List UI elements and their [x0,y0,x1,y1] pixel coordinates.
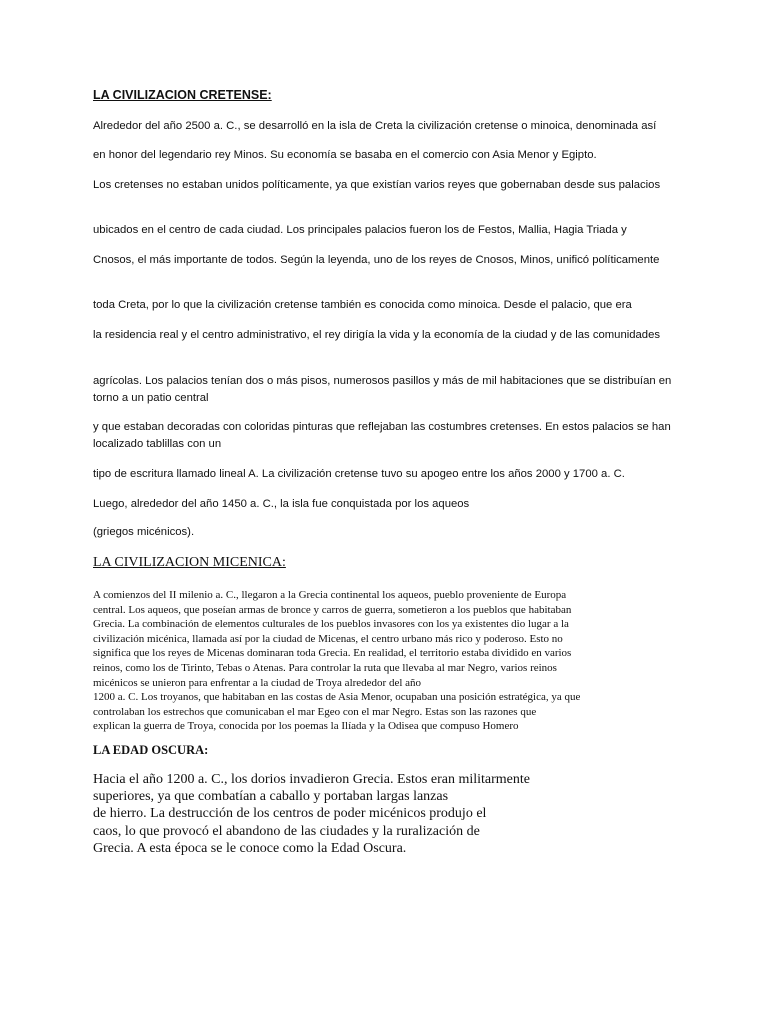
text-line: Grecia. La combinación de elementos culturales de los pueblos invasores con los ya existentes dio lugar a la [93,618,569,631]
text-line: central. Los aqueos, que poseían armas de bronce y carros de guerra, sometieron a los pueblos que habitaban [93,603,572,616]
text-line: 1200 a. C. Los troyanos, que habitaban en las costas de Asia Menor, ocupaban una posición estratégica, ya que [93,691,581,704]
paragraph: agrícolas. Los palacios tenían dos o más pisos, numerosos pasillos y más de mil habitaciones que se distribuían en torno a un patio central [93,375,672,404]
text-line: Grecia. A esta época se le conoce como la Edad Oscura. [93,840,407,856]
paragraph: Alrededor del año 2500 a. C., se desarrolló en la isla de Creta la civilización cretense o minoica, denominada así [93,120,657,132]
paragraph: Los cretenses no estaban unidos políticamente, ya que existían varios reyes que gobernaban desde sus palacios [93,179,661,191]
text-line: micénicos se unieron para enfrentar a la ciudad de Troya alrededor del año [93,676,422,689]
paragraph: toda Creta, por lo que la civilización cretense también es conocida como minoica. Desde el palacio, que era [93,299,632,311]
section-title-edad-oscura: LA EDAD OSCURA: [93,743,209,757]
paragraph-micenica [93,588,683,734]
paragraph: ubicados en el centro de cada ciudad. Los principales palacios fueron los de Festos, Mallia, Hagia Triada y [93,224,627,236]
text-line: caos, lo que provocó el abandono de las ciudades y la ruralización de [93,823,480,839]
paragraph: Cnosos, el más importante de todos. Según la leyenda, uno de los reyes de Cnosos, Minos, unificó políticamente [93,254,660,266]
text-line: Hacia el año 1200 a. C., los dorios invadieron Grecia. Estos eran militarmente [93,772,530,787]
text-line: civilización micénica, llamada así por la ciudad de Micenas, el centro urbano más rico y poderoso. Esto no [93,632,563,645]
text-line: explican la guerra de Troya, conocida por los poemas la Ilíada y la Odisea que compuso Homero [93,720,519,733]
paragraph: tipo de escritura llamado lineal A. La civilización cretense tuvo su apogeo entre los años 2000 y 1700 a. C. [93,468,625,480]
text-line: de hierro. La destrucción de los centros de poder micénicos produjo el [93,806,487,822]
text-line: A comienzos del II milenio a. C., llegaron a la Grecia continental los aqueos, pueblo proveniente de Europa [93,589,567,601]
paragraph: y que estaban decoradas con coloridas pinturas que reflejaban las costumbres cretenses. En estos palacios se han localizado tablillas con un [93,421,671,450]
text-line: significa que los reyes de Micenas dominaran toda Grecia. En realidad, el territorio estaba dividido en varios [93,647,572,660]
paragraph: la residencia real y el centro administrativo, el rey dirigía la vida y la economía de la ciudad y de las comunidades [93,329,661,341]
section-title-micenica: LA CIVILIZACION MICENICA: [93,555,286,570]
paragraph: en honor del legendario rey Minos. Su economía se basaba en el comercio con Asia Menor y Egipto. [93,149,597,161]
paragraph-edad-oscura [93,771,653,857]
text-line: superiores, ya que combatían a caballo y portaban largas lanzas [93,789,449,805]
paragraph: (griegos micénicos). [93,526,195,538]
paragraph: Luego, alrededor del año 1450 a. C., la isla fue conquistada por los aqueos [93,498,470,510]
section-title-cretense: LA CIVILIZACION CRETENSE: [93,88,272,102]
text-line: reinos, como los de Tirinto, Tebas o Atenas. Para controlar la ruta que llevaba al mar Negro, varios reinos [93,661,557,674]
text-line: controlaban los estrechos que comunicaban el mar Egeo con el mar Negro. Estas son las razones que [93,705,537,718]
